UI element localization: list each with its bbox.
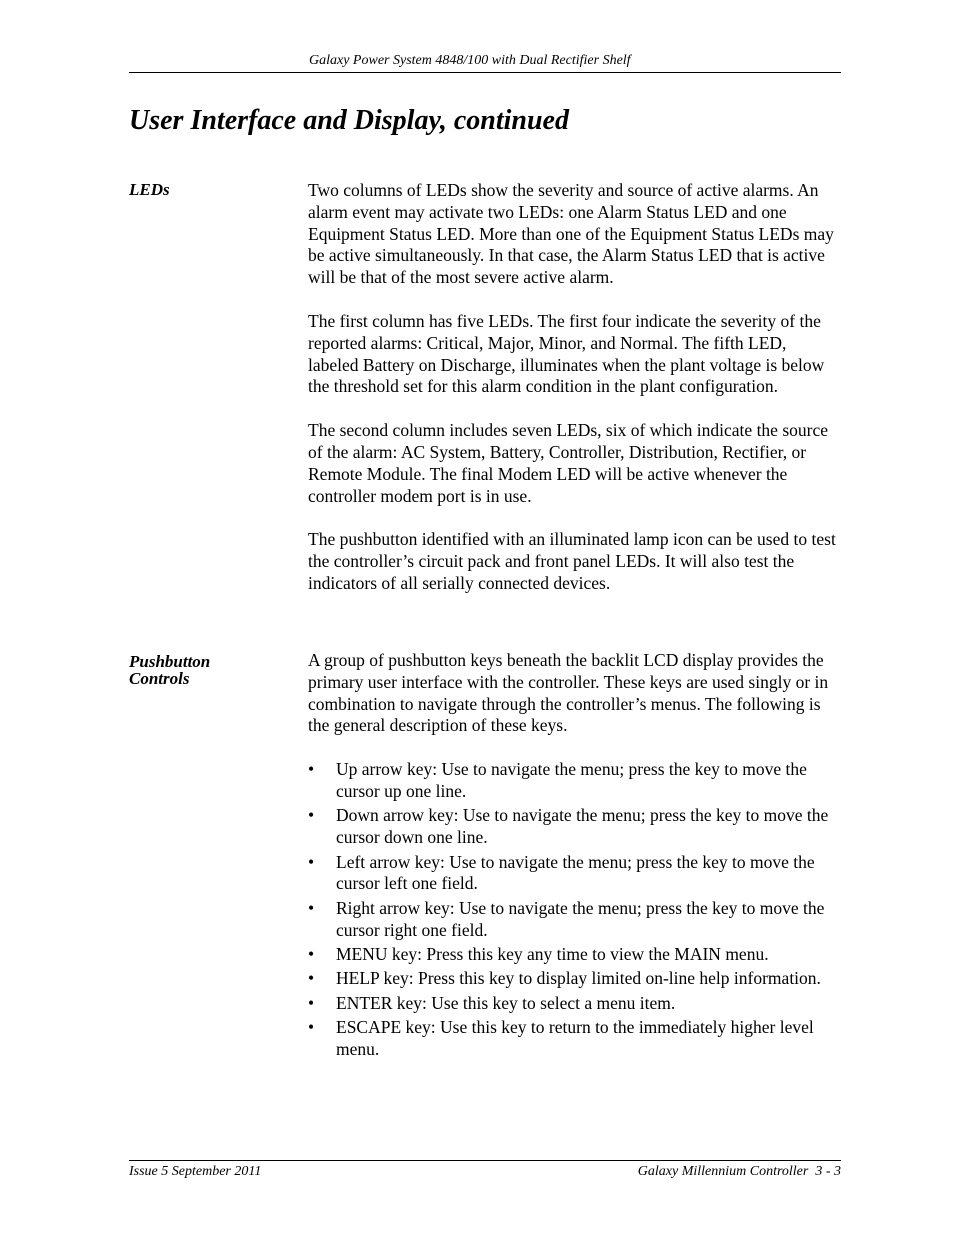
list-item-text: Right arrow key: Use to navigate the menu; press the key to move the cursor right one field. (336, 897, 825, 940)
footer-page-label: Galaxy Millennium Controller 3 - 3 (637, 1164, 841, 1179)
list-item (308, 968, 840, 990)
leds-paragraph: The pushbutton identified with an illuminated lamp icon can be used to test the controller’s circuit pack and front panel LEDs. It will also test the indicators of all serially connected devices. (308, 529, 836, 593)
header-rule (129, 72, 841, 73)
list-item-text: MENU key: Press this key any time to view the MAIN menu. (336, 943, 769, 964)
section-heading-pushbutton-controls (129, 653, 289, 687)
list-item (308, 1017, 840, 1061)
leds-paragraph: The first column has five LEDs. The first four indicate the severity of the reported alarms: Critical, Major, Minor, and Normal. The fifth LED, labeled Battery on Discharge, illuminates when the plant voltage is below the threshold set for this alarm condition in the plant configuration. (308, 310, 825, 397)
footer-issue-date: Issue 5 September 2011 (129, 1164, 262, 1179)
list-item (308, 898, 840, 942)
list-item-text: ENTER key: Use this key to select a menu item. (336, 992, 676, 1013)
footer-rule (129, 1160, 841, 1161)
list-item (308, 852, 840, 896)
heading-line: Pushbutton (129, 652, 211, 671)
heading-line: Controls (129, 669, 190, 688)
list-item-text: Up arrow key: Use to navigate the menu; press the key to move the cursor up one line. (336, 759, 807, 801)
leds-paragraph: Two columns of LEDs show the severity and source of active alarms. An alarm event may activate two LEDs: one Alarm Status LED and one Equipment Status LED. More than one of the Equipment Status LEDs may be active simultaneously. In that case, the Alarm Status LED that is active will be that of the most severe active alarm. (308, 180, 834, 288)
list-item (308, 805, 840, 849)
list-item-text: HELP key: Press this key to display limited on-line help information. (336, 968, 821, 989)
list-item-text: ESCAPE key: Use this key to return to the immediately higher level menu. (336, 1017, 814, 1059)
bullet-icon: • (308, 897, 315, 918)
list-item (308, 759, 840, 803)
bullet-icon: • (308, 1017, 315, 1038)
running-header (129, 52, 841, 69)
bullet-icon: • (308, 968, 315, 989)
leds-paragraph: The second column includes seven LEDs, six of which indicate the source of the alarm: AC System, Battery, Controller, Distribution, Rectifier, or Remote Module. The final Modem LED will be active whenever the controller modem port is in use. (308, 420, 828, 506)
pushbutton-intro: A group of pushbutton keys beneath the backlit LCD display provides the primary user interface with the controller. These keys are used singly or in combination to navigate through the controller’s menus. The following is the general description of these keys. (308, 650, 829, 736)
bullet-icon: • (308, 943, 315, 964)
list-item-text: Down arrow key: Use to navigate the menu; press the key to move the cursor down one line. (336, 805, 829, 848)
section-heading-leds: LEDs (129, 180, 170, 199)
list-item (308, 944, 840, 966)
list-item-text: Left arrow key: Use to navigate the menu; press the key to move the cursor left one field. (336, 851, 815, 894)
page-title: User Interface and Display, continued (129, 105, 569, 136)
key-description-list (308, 759, 840, 1061)
pushbutton-section-body (308, 650, 840, 1063)
leds-section-body (308, 180, 840, 617)
bullet-icon: • (308, 992, 315, 1013)
bullet-icon: • (308, 851, 315, 872)
bullet-icon: • (308, 805, 315, 826)
running-header-title: Galaxy Power System 4848/100 with Dual Rectifier Shelf (309, 53, 631, 68)
list-item (308, 993, 840, 1015)
bullet-icon: • (308, 759, 315, 780)
